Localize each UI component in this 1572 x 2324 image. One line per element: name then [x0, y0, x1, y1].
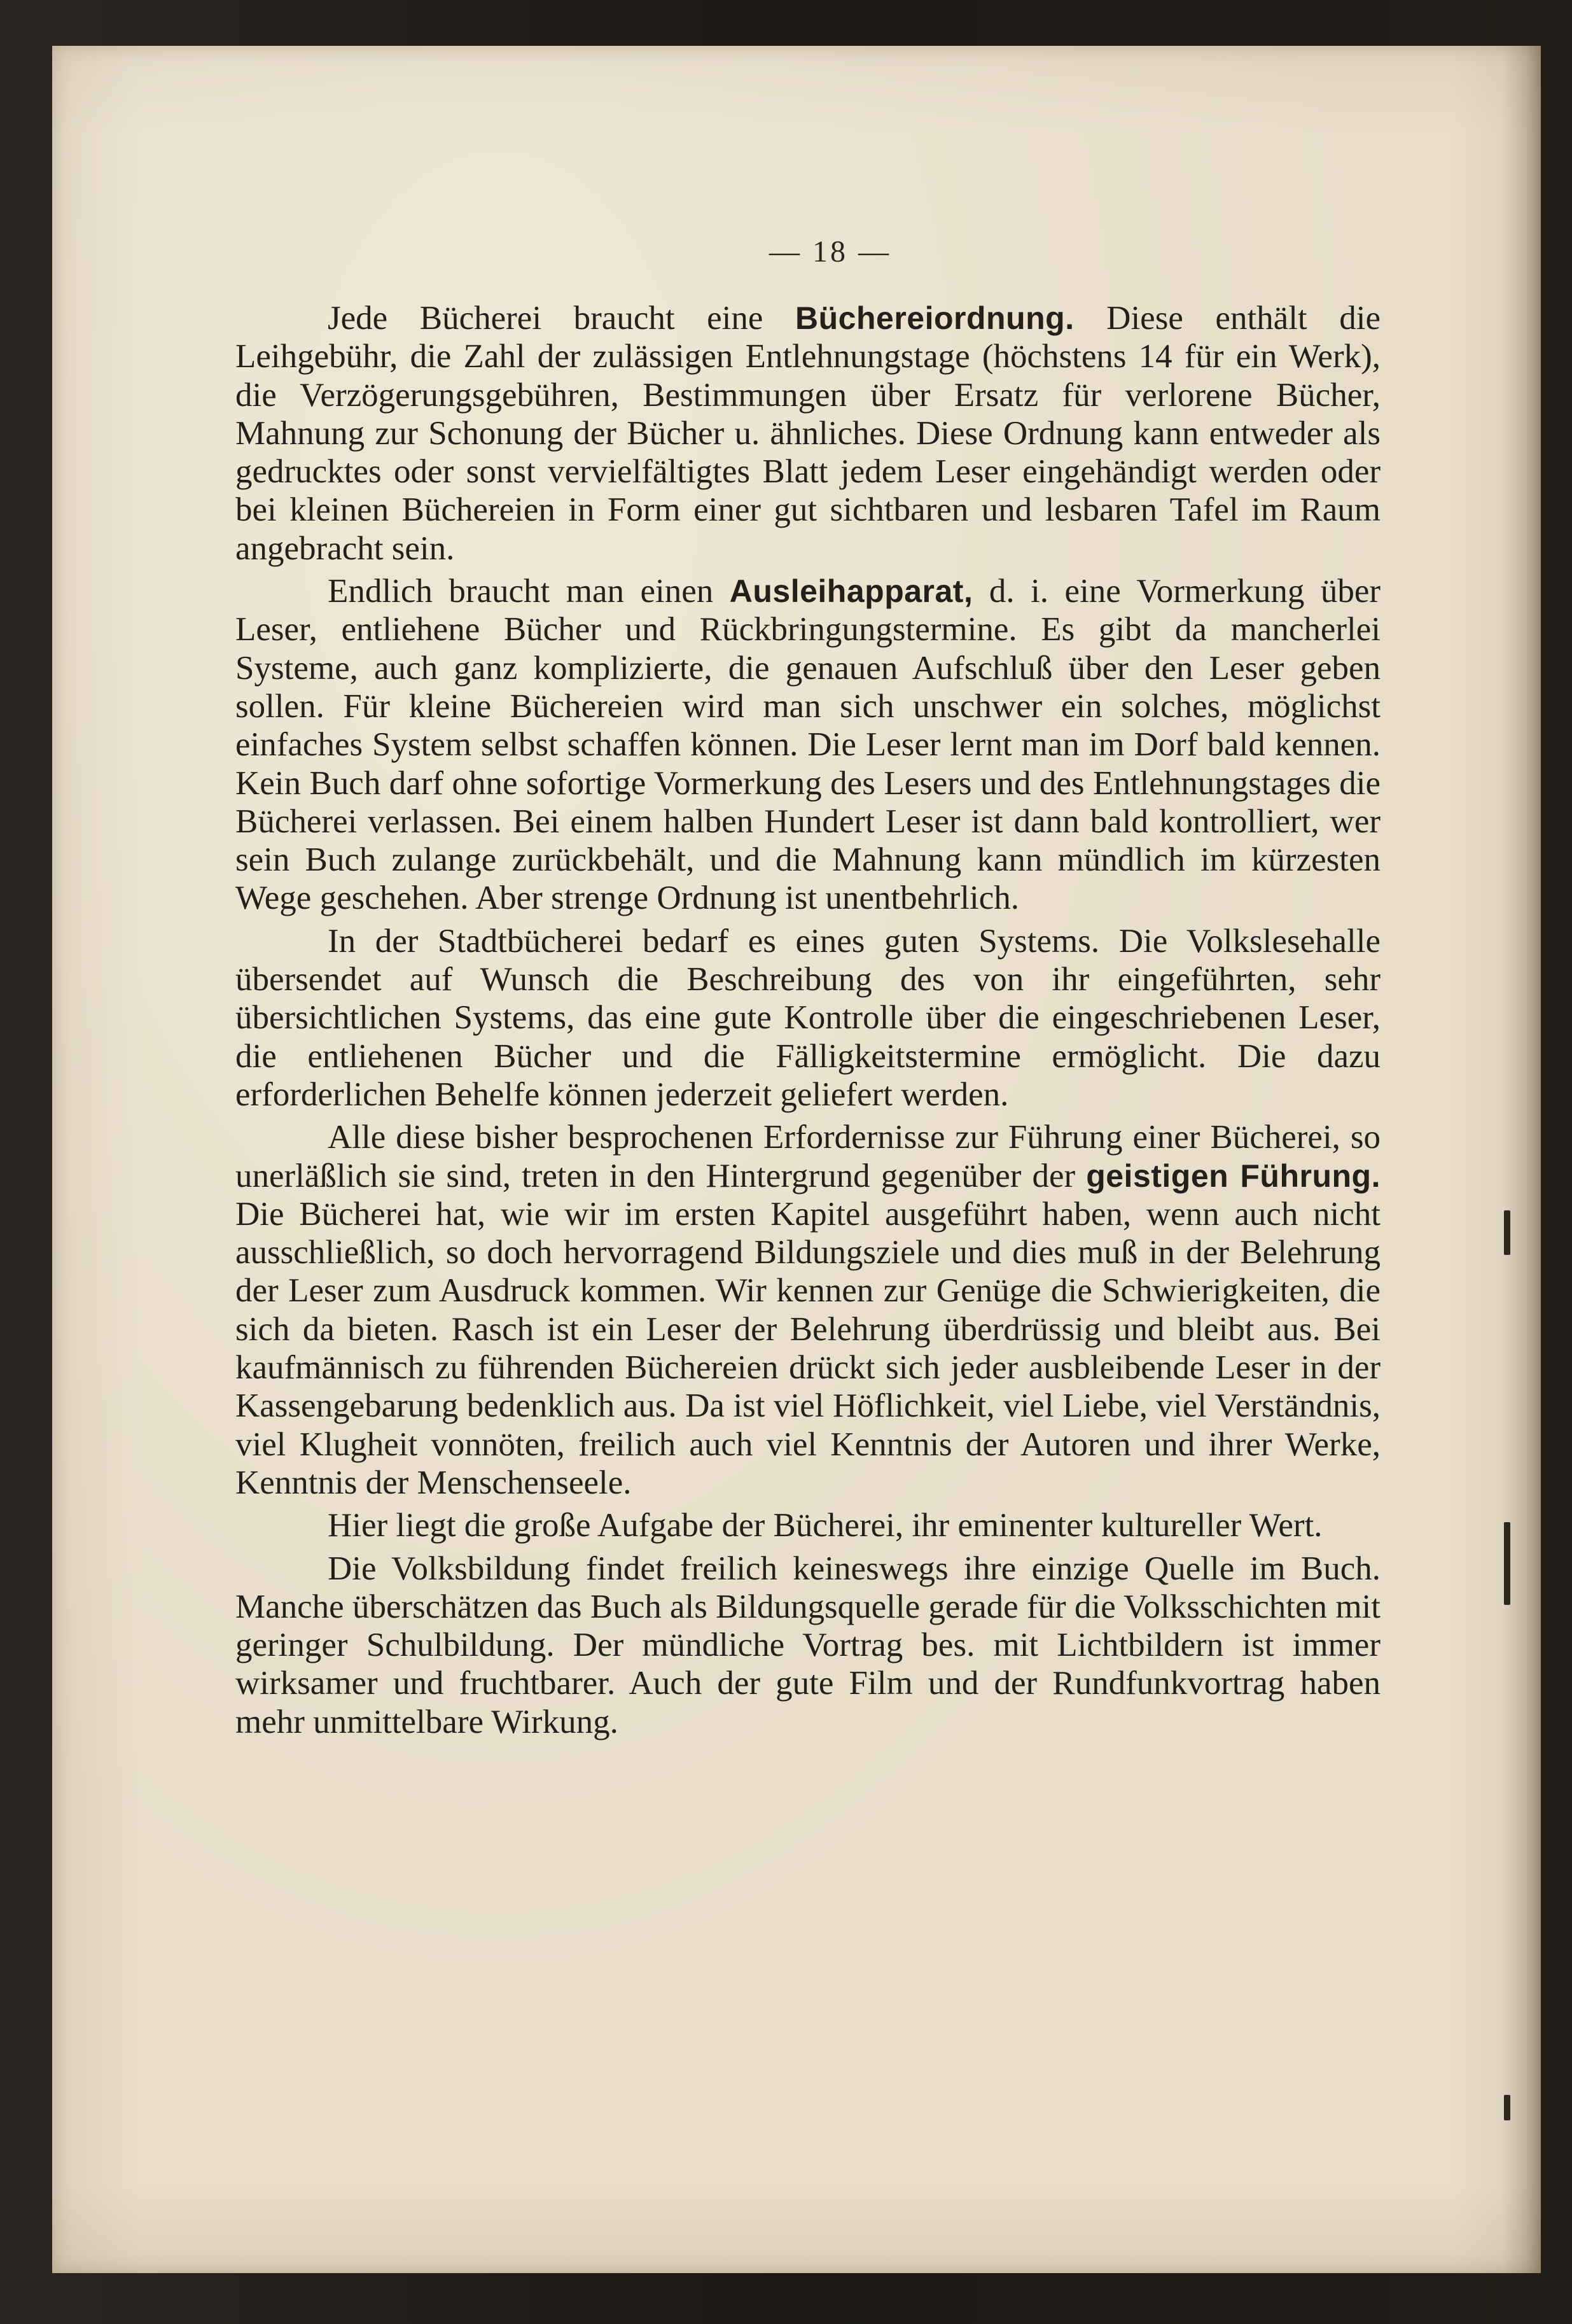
paragraph — [235, 299, 1381, 568]
paragraph — [235, 1550, 1381, 1741]
edge-mark — [1504, 2095, 1510, 2120]
edge-mark — [1504, 1522, 1510, 1605]
text-run: d. i. eine Vormerkung über Leser, entliehene Bücher und Rückbringungstermine. Es gibt da mancherlei Systeme, auch ganz komplizierte, die genauen Aufschluß über den Leser geben sollen. Für kleine Büchereien wird man sich unschwer ein solches, möglichst einfaches System selbst schaffen können. Die Leser lernt man im Dorf bald kennen. Kein Buch darf ohne sofortige Vormerkung des Lesers und des Entlehnungstages die Bücherei verlassen. Bei einem halben Hundert Leser ist dann bald kontrolliert, wer sein Buch zulange zurückbehält, und die Mahnung kann mündlich im kürzesten Wege geschehen. Aber strenge Ordnung ist unentbehrlich. — [235, 573, 1381, 917]
body-text — [235, 299, 1381, 1746]
paragraph — [235, 922, 1381, 1114]
text-run: Alle diese bisher besprochenen Erfordernisse zur Führung einer Bücherei, so unerläßlich sie sind, treten in den Hintergrund gegenüber der — [235, 1119, 1381, 1194]
paragraph — [235, 1506, 1381, 1544]
text-run: Diese enthält die Leihgebühr, die Zahl der zulässigen Entlehnungstage (höchstens 14 für ein Werk), die Verzögerungsgebühren, Bestimmungen über Ersatz für verlorene Bücher, Mahnung zur Schonung der Bücher u. ähnliches. Diese Ordnung kann entweder als gedrucktes oder sonst vervielfältigtes Blatt jedem Leser eingehändigt werden oder bei kleinen Büchereien in Form einer gut sichtbaren und lesbaren Tafel im Raum angebracht sein. — [235, 300, 1381, 567]
emphasis-heading: Ausleihapparat, — [729, 573, 973, 610]
paragraph — [235, 1118, 1381, 1502]
page-number: — 18 — — [769, 235, 891, 269]
emphasis-heading: Büchereiordnung. — [795, 300, 1075, 336]
emphasis-heading: geistigen Führung. — [1086, 1158, 1381, 1194]
edge-mark — [1504, 1210, 1510, 1255]
text-run: Hier liegt die große Aufgabe der Bücherei, ihr eminenter kultureller Wert. — [328, 1507, 1323, 1544]
paragraph — [235, 572, 1381, 918]
text-run: Die Volksbildung findet freilich keineswegs ihre einzige Quelle im Buch. Manche überschätzen das Buch als Bildungsquelle gerade für die Volksschichten mit geringer Schulbildung. Der mündliche Vortrag bes. mit Lichtbildern ist immer wirksamer und fruchtbarer. Auch der gute Film und der Rundfunkvortrag haben mehr unmittelbare Wirkung. — [235, 1550, 1381, 1740]
page-gutter-shadow — [1503, 46, 1541, 2273]
text-run: In der Stadtbücherei bedarf es eines guten Systems. Die Volkslesehalle übersendet auf Wunsch die Beschreibung des von ihr eingeführten, sehr übersichtlichen Systems, das eine gute Kontrolle über die eingeschriebenen Leser, die entliehenen Bücher und die Fälligkeitstermine ermöglicht. Die dazu erforderlichen Behelfe können jederzeit geliefert werden. — [235, 922, 1381, 1113]
text-run: Die Bücherei hat, wie wir im ersten Kapitel ausgeführt haben, wenn auch nicht ausschließlich, so doch hervorragend Bildungsziele und dies muß in der Belehrung der Leser zum Ausdruck kommen. Wir kennen zur Genüge die Schwierigkeiten, die sich da bieten. Rasch ist ein Leser der Belehrung überdrüssig und bleibt aus. Bei kaufmännisch zu führenden Büchereien drückt sich jeder ausbleibende Leser in der Kassengebarung bedenklich aus. Da ist viel Höflichkeit, viel Liebe, viel Verständnis, viel Klugheit vonnöten, freilich auch viel Kenntnis der Autoren und ihrer Werke, Kenntnis der Menschenseele. — [235, 1195, 1381, 1501]
text-run: Jede Bücherei braucht eine — [328, 300, 796, 337]
text-run: Endlich braucht man einen — [328, 573, 730, 610]
